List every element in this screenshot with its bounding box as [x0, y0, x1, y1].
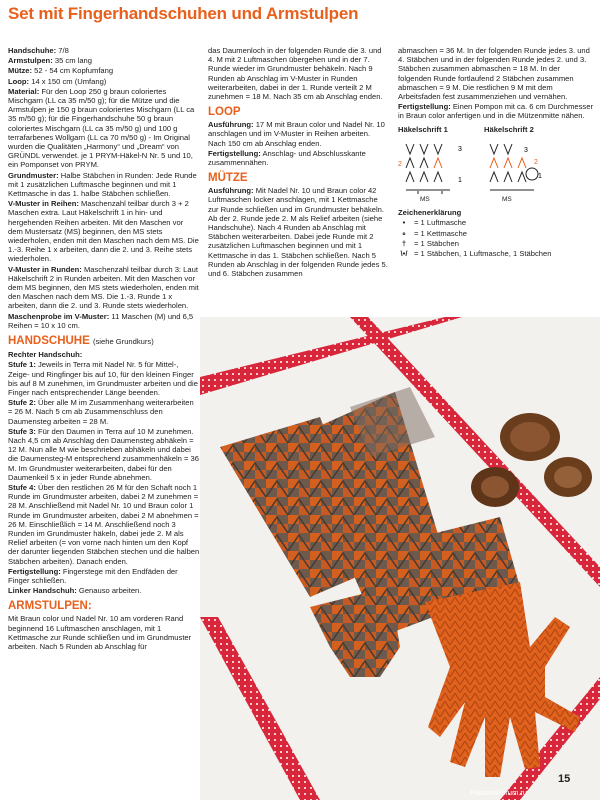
paragraph: Mit Nadel Nr. 10 und Braun color 42 Luftmaschen locker anschlagen, mit 1 Kettmasche zur Runde schließen und im Grundmuster behäkeln. Ab der 2. Runde jede 2. M als Relief arbeiten (siehe Handschuhe). Nach 4 Runden ab Anschlag mit Stäbchen weiterarbeiten. Dabei jede Runde mit 2 zusätzlichen Luftmaschen beginnen und mit 1 Kettmasche in das 1. Stäbchen schließen. Nach 5 Runden ab Anschlag in der folgenden Runde jedes 5. und 6. Stäbchen zusammen	[208, 186, 388, 279]
legend-title: Zeichenerklärung	[398, 208, 462, 218]
ms-label: MS	[502, 196, 512, 204]
paragraph: Über den restlichen 26 M für den Schaft noch 1 Runde im Grundmuster arbeiten, dabei 2 M zunehmen = 28 M. Anschließend mit Nadel Nr. 10 und Braun color 1 Runde im Grundmuster arbeiten, dabei 2 M abnehmen = 26 M. Einschließlich = 14 M. Anschließend noch 3 Runden im Grundmuster häkeln, dabei jede 2. M als Relief arbeiten (= von vorne nach hinten um den Kopf der darunter liegenden Stäbchen stechen und die halben Stäbchen arbeiten). Danach enden.	[8, 482, 200, 566]
label: Stufe 2:	[8, 398, 36, 408]
column-2	[208, 46, 388, 279]
column-1	[8, 46, 200, 652]
page-title: Set mit Fingerhandschuhen und Armstulpen	[8, 4, 359, 23]
paragraph: abmaschen = 36 M. In der folgenden Runde jedes 3. und 4. Stäbchen und in der folgenden Runde jedes 2. und 3. Stäbchen zusammen abmaschen = 18 M. In der folgenden Runde fortlaufend 2 Stäbchen zusammen abmaschen = 9 M. Die restlichen 9 M mit dem Arbeitsfaden fest zusammenziehen und vernähen.	[398, 46, 590, 102]
row-number: 1	[458, 176, 462, 184]
row-number: 3	[524, 146, 528, 154]
paragraph: Anschlag- und Abschlusskante zusammennähen.	[208, 148, 366, 168]
row-number: 2	[534, 158, 538, 166]
legend-item: • = 1 Luftmasche	[402, 218, 467, 228]
paragraph: Jeweils in Terra mit Nadel Nr. 5 für Mittel-, Zeige- und Ringfinger bis auf 10, für den kleinen Finger bis auf 8 M zunehmen, im Grundmuster arbeiten und die Finger nach entsprechender Länge beenden.	[8, 360, 198, 397]
row-number: 3	[458, 145, 462, 153]
value: 14 x 150 cm (Umfang)	[31, 76, 107, 86]
photo-illustration	[200, 317, 600, 800]
crochet-chart-2-diagram	[484, 134, 556, 196]
legend-item: ∘ = 1 Kettmasche	[401, 228, 467, 238]
value: 35 cm lang	[54, 56, 93, 66]
paragraph: Für den Loop 250 g braun coloriertes Mischgarn (LL ca 35 m/50 g); für die Mütze und die Armstulpen je 150 g braun coloriertes Mischgarn (LL ca 35 m/50 g); für die Fingerhandschuhe 50 g braun coloriertes Mischgarn (LL ca 35 m/50 g) und 100 g terrafarbenes Wollgarn (LL ca 70 m/50 g) - Im Original wurden die Qualitäten „Harmony“ und „Dream“ von GRÜNDL verwendet. je 1 PRYM-Häkel-N Nr. 5 und 10, ein Pomponset von PRYM.	[8, 86, 195, 170]
paragraph: Maschenzahl teilbar durch 3 + 2 Maschen extra. Laut Häkelschrift 1 in hin- und hergehenden Reihen arbeiten. Mit den Maschen vor dem Mustersatz (MS) beginnen, den MS stets wiederholen, enden mit den Maschen nach dem MS. Die 1.-3. Reihe 1 x arbeiten, dann die 2. und 3. Reihe stets wiederholen.	[8, 199, 199, 264]
page-number: 15	[558, 773, 571, 785]
paragraph: Maschenzahl teilbar durch 3: Laut Häkelschrift 2 in Runden arbeiten. Mit den Maschen vor dem MS beginnen, den MS stets wiederholen, enden mit den Maschen nach dem MS. Die 1.-3. Runde 1 x arbeiten, dann die 2. und 3. Runde stets wiederholen.	[8, 264, 199, 311]
chart-1	[398, 125, 470, 205]
section-heading: MÜTZE	[208, 172, 248, 185]
label: Handschuhe:	[8, 46, 57, 55]
label: Material:	[8, 86, 40, 96]
label: V-Muster in Runden:	[8, 264, 82, 274]
watermark: PassionForum.ru	[470, 788, 528, 797]
column-3	[398, 46, 594, 259]
label: Linker Handschuh:	[8, 586, 77, 596]
section-heading: LOOP	[208, 106, 241, 119]
label: Fertigstellung:	[398, 102, 451, 112]
paragraph: 11 Maschen (M) und 6,5 Reihen = 10 x 10 cm.	[8, 311, 194, 330]
paragraph: Fingerstege mit den Endfäden der Finger schließen.	[8, 566, 178, 585]
label: Ausführung:	[208, 186, 254, 196]
section-heading: ARMSTULPEN:	[8, 600, 92, 613]
paragraph: Über alle M im Zusammenhang weiterarbeiten = 26 M. Nach 5 cm ab Zusammenschluss den Daumensteg arbeiten = 28 M.	[8, 398, 194, 426]
label: Stufe 4:	[8, 482, 36, 492]
value: 7/8	[58, 46, 69, 55]
label: V-Muster in Reihen:	[8, 199, 79, 209]
product-photo	[200, 317, 600, 800]
label: Ausführung:	[208, 120, 254, 130]
legend-item: † = 1 Stäbchen	[401, 238, 459, 248]
section-heading: HANDSCHUHE (siehe Grundkurs)	[8, 335, 154, 348]
label: Loop:	[8, 76, 30, 86]
crochet-chart-1-diagram	[398, 134, 470, 196]
label: Fertigstellung:	[208, 148, 261, 158]
row-number: 1	[538, 172, 542, 180]
chart-2	[484, 125, 556, 205]
chart-title: Häkelschrift 1	[398, 124, 448, 134]
label: Armstulpen:	[8, 56, 53, 66]
label: Mütze:	[8, 66, 33, 76]
label: Fertigstellung:	[8, 566, 61, 576]
paragraph: Für den Daumen in Terra auf 10 M zunehmen. Nach 4,5 cm ab Anschlag den Daumensteg abhäkeln = 12 M. Nun alle M wie beschrieben abhäkeln und dabei die Daumensteg-M entsprechend zusammenhäkeln = 36 M. Im Grundmuster weiterarbeiten, dabei für den Daumenkeil 5 x in jeder Runde abnehmen.	[8, 426, 200, 482]
paragraph: 17 M mit Braun color und Nadel Nr. 10 anschlagen und im V-Muster in Reihen arbeiten. Nach 150 cm ab Anschlag enden.	[208, 120, 385, 148]
paragraph: Genauso arbeiten.	[78, 586, 142, 596]
row-number: 2	[398, 160, 402, 168]
label: Stufe 3:	[8, 426, 36, 436]
ms-label: MS	[420, 196, 430, 204]
paragraph: das Daumenloch in der folgenden Runde die 3. und 4. M mit 2 Luftmaschen übergehen und in der 7. Runde wieder im Grundmuster behäkeln. Nach 9 Runden ab Anschlag im V-Muster in Runden weiterarbeiten, dabei in der 1. Runde verteilt 2 M zunehmen = 18 M. Nach 35 cm ab Anschlag enden.	[208, 46, 383, 102]
label: Maschenprobe im V-Muster:	[8, 311, 110, 321]
legend-item: \•/ = 1 Stäbchen, 1 Luftmasche, 1 Stäbchen	[400, 249, 552, 259]
paragraph: Einen Pompon mit ca. 6 cm Durchmesser in Braun color anfertigen und in die Mützenmitte nähen.	[398, 102, 593, 121]
label: Grundmuster:	[8, 170, 59, 180]
crochet-charts	[398, 125, 594, 205]
chart-title: Häkelschrift 2	[484, 124, 534, 134]
paragraph: Mit Braun color und Nadel Nr. 10 am vorderen Rand beginnend 16 Luftmaschen anschlagen, mit 1 Kettmasche zur Runde schließen und im Grundmuster arbeiten. Nach 5 Runden ab Anschlag für	[8, 614, 192, 651]
label: Stufe 1:	[8, 360, 36, 370]
subheading: Rechter Handschuh:	[8, 350, 83, 360]
value: 52 - 54 cm Kopfumfang	[34, 66, 114, 76]
paragraph: Halbe Stäbchen in Runden: Jede Runde mit 1 zusätzlichen Luftmasche beginnen und mit 1 Kettmasche in das 1. halbe Stäbchen schließen.	[8, 170, 197, 199]
